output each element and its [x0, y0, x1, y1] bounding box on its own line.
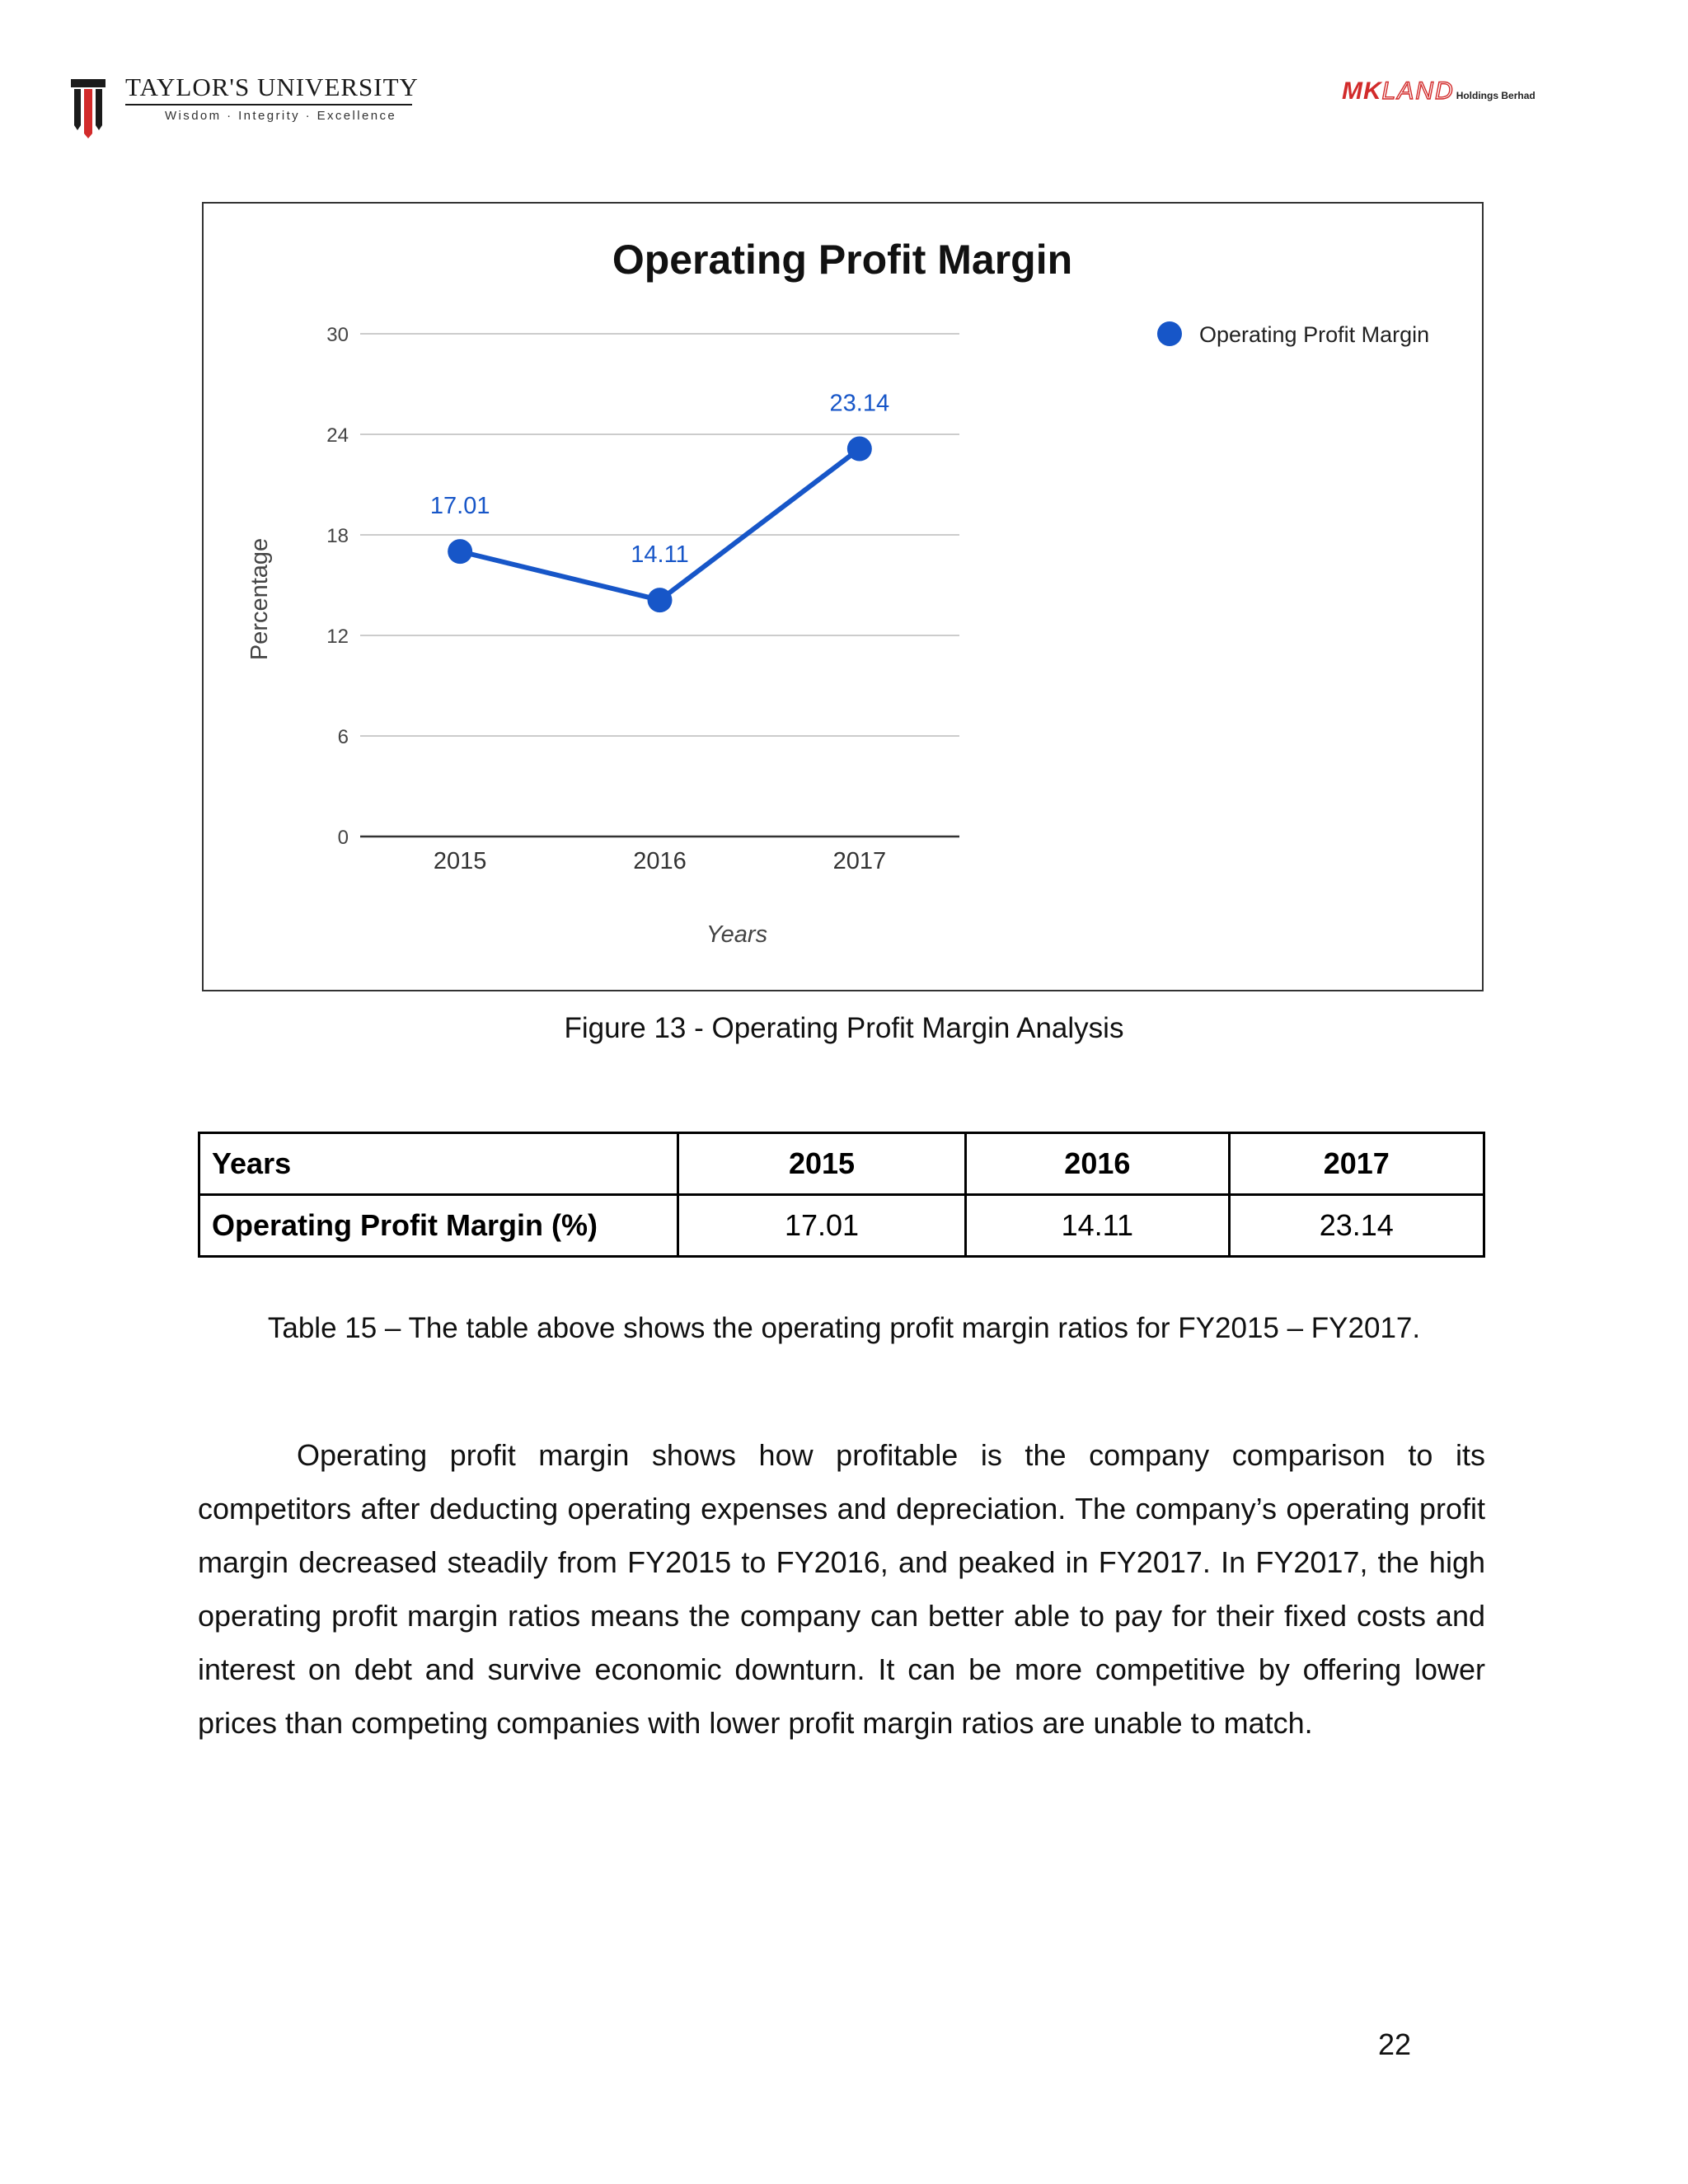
legend: [1157, 321, 1429, 347]
table-header-row: [199, 1133, 1484, 1195]
table-header-cell: 2017: [1229, 1133, 1484, 1195]
x-tick-labels: [434, 848, 886, 874]
y-tick-label: 0: [337, 827, 349, 849]
legend-label: Operating Profit Margin: [1199, 322, 1430, 347]
university-motto: Wisdom · Integrity · Excellence: [165, 109, 397, 123]
data-point: [648, 588, 673, 612]
logo-mk-text: MK: [1342, 77, 1382, 105]
y-tick-labels: [326, 324, 349, 849]
y-tick-label: 24: [326, 424, 349, 447]
x-tick-label: 2015: [433, 848, 487, 874]
table-cell: 23.14: [1229, 1195, 1484, 1257]
x-tick-label: 2016: [633, 848, 687, 874]
data-point: [448, 539, 472, 564]
table-header-cell: 2015: [678, 1133, 965, 1195]
chart-frame: [202, 202, 1484, 991]
university-name: TAYLOR'S UNIVERSITY: [125, 73, 419, 101]
chart-title: Operating Profit Margin: [612, 237, 1073, 283]
y-tick-label: 12: [326, 626, 349, 648]
table-caption: Table 15 – The table above shows the operating profit margin ratios for FY2015 – FY2017.: [267, 1312, 1421, 1344]
table-header-cell: 2016: [966, 1133, 1229, 1195]
data-label: 17.01: [429, 493, 490, 520]
logo-divider: [125, 104, 412, 105]
series-line: [460, 448, 860, 600]
data-label: 14.11: [631, 541, 689, 569]
table-row-label: Operating Profit Margin (%): [199, 1195, 678, 1257]
data-point: [847, 436, 872, 461]
body-paragraph: Operating profit margin shows how profitable is the company comparison to its competitors after deducting operating expenses and depreciation. The company’s operating profit margin decreased steadily from FY2015 to FY2016, and peaked in FY2017. In FY2017, the high operating profit margin ratios means the company can better able to pay for their fixed costs and interest on debt and survive economic downturn. It can be more competitive by offering lower prices than competing companies with lower profit margin ratios are unable to match.: [198, 1438, 1485, 1740]
y-tick-label: 6: [337, 726, 349, 748]
y-axis-label: Percentage: [246, 537, 273, 661]
figure-caption: Figure 13 - Operating Profit Margin Analysis: [564, 1012, 1124, 1044]
page-number: 22: [1378, 2027, 1412, 2061]
taylors-university-logo: [69, 73, 419, 138]
y-tick-label: 18: [326, 525, 349, 547]
university-crest-icon: [69, 76, 107, 138]
logo-holdings-text: Holdings Berhad: [1456, 90, 1536, 101]
y-tick-label: 30: [326, 324, 349, 346]
operating-profit-margin-chart: [204, 204, 1482, 990]
data-label: 23.14: [829, 390, 890, 417]
table-cell: 14.11: [966, 1195, 1229, 1257]
table-row: [199, 1195, 1484, 1257]
table-header-cell: Years: [199, 1133, 678, 1195]
mk-land-logo: [1342, 77, 1536, 110]
logo-land-text: LAND: [1381, 77, 1455, 105]
series-layer: [448, 436, 872, 612]
operating-profit-margin-table: [198, 1132, 1485, 1258]
table-cell: 17.01: [678, 1195, 965, 1257]
x-tick-label: 2017: [832, 848, 887, 874]
legend-marker: [1157, 321, 1182, 346]
x-axis-label: Years: [706, 921, 768, 948]
